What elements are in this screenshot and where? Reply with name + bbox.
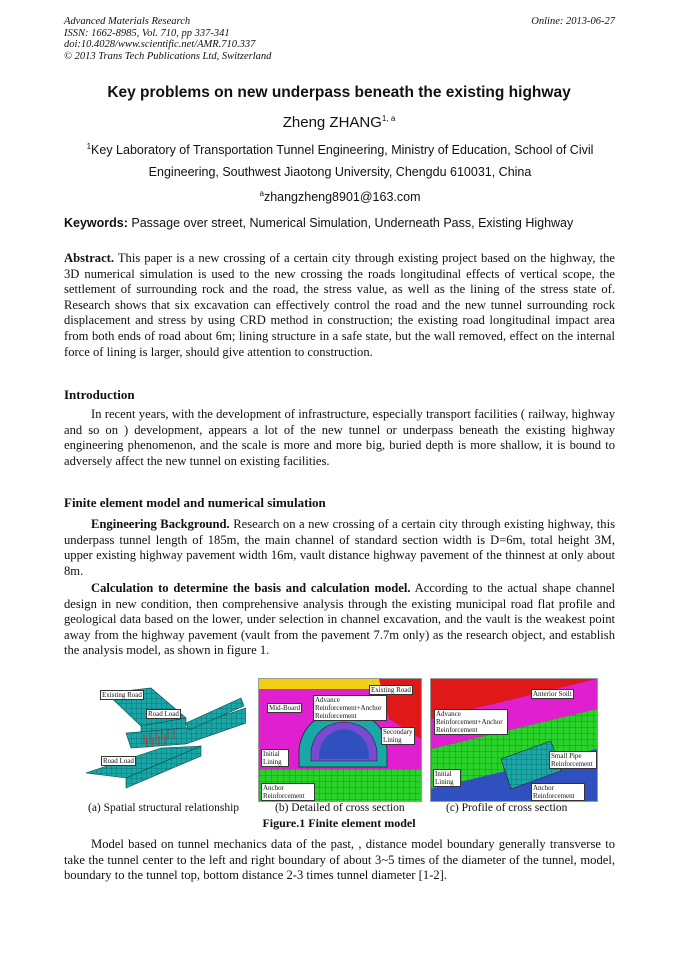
introduction-heading: Introduction xyxy=(64,387,135,402)
issn: ISSN: 1662-8985, Vol. 710, pp 337-341 xyxy=(64,27,230,39)
author-name: Zheng ZHANG xyxy=(282,114,382,131)
introduction-text: In recent years, with the development of infrastructure, especially transport facilities ( railway, highway and so on ) development, appears a lot of the new tunnel or underpass beneath the existing highway engineering phenomenon, and the scale is more and more big, buried depth is more shallow, it is bound to adversely affect the new tunnel on existing facilities. xyxy=(64,407,615,468)
author-sup: 1, a xyxy=(381,114,396,123)
fem-paragraph-1 xyxy=(64,517,615,579)
abstract xyxy=(64,251,615,360)
fem-paragraph-2 xyxy=(64,581,615,659)
closing-paragraph: Model based on tunnel mechanics data of the past, , distance model boundary generally transverse to take the tunnel center to the left and right boundary of about 3~5 times of the diameter of the tunnel, model, boundary to the tunnel top, bottom distance 2-3 times tunnel diameter [1-2]. xyxy=(64,837,615,883)
affil-sup: 1 xyxy=(86,142,92,151)
fig-a-label-road-load-2: Road Load xyxy=(103,757,134,765)
affiliation xyxy=(60,136,620,208)
online-date: Online: 2013-06-27 xyxy=(531,16,615,27)
fig-c-label-advance: Advance Reinforcement+Anchor Reinforcement xyxy=(434,709,508,735)
fig-c-label-initial: Initial Lining xyxy=(433,769,461,787)
fem-p2-text: According to the actual shape channel design in new condition, then comprehensive analysis through the existing municipal road flat profile and geological data based on the lower, under selection in channel excavation, and the vault is the weakest point away from the highway pavement (vault from the pavement 7.7m only) as the research object, and establish the analysis model, as shown in figure 1. xyxy=(64,581,615,658)
doi: doi:10.4028/www.scientific.net/AMR.710.337 xyxy=(64,39,256,50)
fig-b-label-existing-road: Existing Road xyxy=(371,686,411,694)
fem-p2-label: Calculation to determine the basis and calculation model. xyxy=(91,581,411,595)
paper-title: Key problems on new underpass beneath the existing highway xyxy=(107,84,571,101)
figure-b xyxy=(258,678,422,802)
abstract-text: This paper is a new crossing of a certain city through existing project based on the highway, the 3D numerical simulation is used to the new crossing the roads longitudinal effects of vertical scope, the settlement of surrounding rock and the road, the stress value, as well as the lining of the stress state of. Research shows that six excavation can effectively control the road and the new tunnel surrounding rock displacement and stress by using CRD method in construction; the existing road longitudinal impact area from both ends of road about 6m; lining structure in a safe state, but the wall removed, effect on the internal force of lining is larger, should give attention to construction. xyxy=(64,251,615,359)
journal-header xyxy=(64,16,271,62)
keywords xyxy=(64,216,573,230)
fig-b-label-anchor: Anchor Reinforcement xyxy=(261,783,315,801)
fem-p1-label: Engineering Background. xyxy=(91,517,230,531)
abstract-label: Abstract. xyxy=(64,251,115,265)
fig-a-label-road-load-1: Road Load xyxy=(148,710,179,718)
fig-c-label-anchor: Anchor Reinforcement xyxy=(531,783,585,801)
fem-heading: Finite element model and numerical simulation xyxy=(64,495,326,510)
email-sup: a xyxy=(259,189,264,199)
keywords-label: Keywords: xyxy=(64,216,128,230)
author-email: zhangzheng8901@163.com xyxy=(263,190,421,205)
journal-name: Advanced Materials Research xyxy=(64,16,191,27)
fig-b-label-initial: Initial Lining xyxy=(261,749,289,767)
keywords-text: Passage over street, Numerical Simulation, Underneath Pass, Existing Highway xyxy=(131,216,574,230)
caption-a: (a) Spatial structural relationship xyxy=(88,802,240,814)
caption-b: (b) Detailed of cross section xyxy=(275,802,405,814)
fig-c-label-small-pipe: Small Pipe Reinforcement xyxy=(549,751,597,769)
caption-c: (c) Profile of cross section xyxy=(446,802,568,814)
fem-p1-text: Research on a new crossing of a certain city through existing highway, this underpass tunnel length of 185m, the main channel of standard section width is D=6m, total height 3M, upper existing highway pavement width 16m, vault distance highway pavement of the thinnest at only about 8m. xyxy=(64,517,615,578)
fig-b-label-advance: Advance Reinforcement+Anchor Reinforcement xyxy=(313,695,387,721)
figure-title-text: Finite element model xyxy=(308,816,416,830)
affil-line2: Engineering, Southwest Jiaotong University, Chengdu 610031, China xyxy=(148,165,532,180)
fig-b-label-mid-board: Mid-Board xyxy=(269,704,301,712)
figure-c xyxy=(430,678,598,802)
figure-title xyxy=(0,816,678,831)
figure-a xyxy=(86,678,246,800)
fig-c-label-anterior: Anterior Soilt xyxy=(533,690,572,698)
fig-a-label-existing-road: Existing Road xyxy=(102,691,142,699)
author xyxy=(0,114,678,131)
figure-title-label: Figure.1 xyxy=(262,816,306,830)
copyright: © 2013 Trans Tech Publications Ltd, Switzerland xyxy=(64,50,272,62)
affil-line1: Key Laboratory of Transportation Tunnel Engineering, Ministry of Education, School of Civil xyxy=(91,143,594,158)
fig-b-label-secondary: Secondary Lining xyxy=(381,727,415,745)
